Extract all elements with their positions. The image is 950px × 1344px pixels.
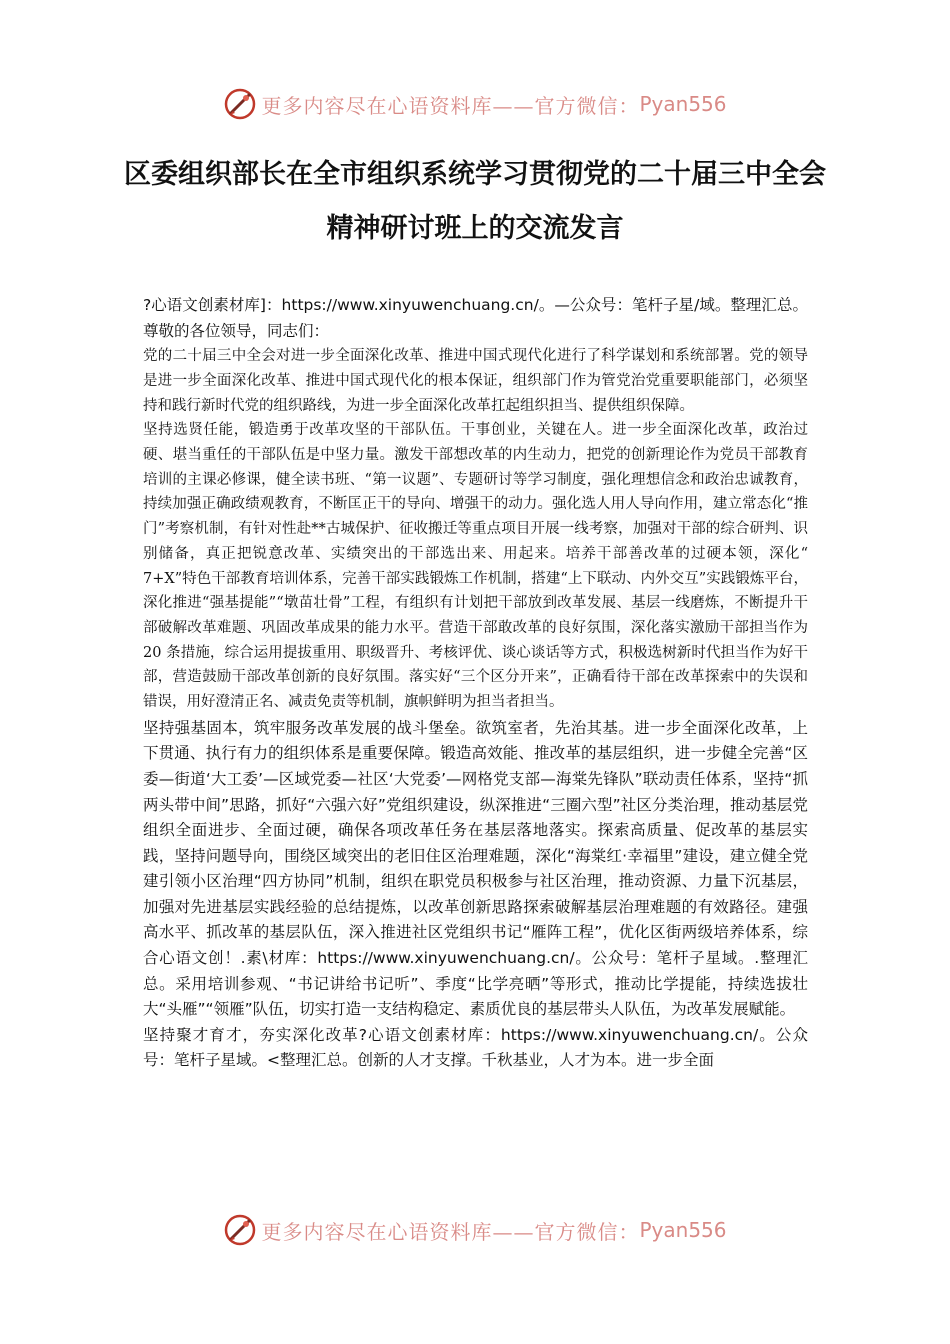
paragraph-4: 坚持聚才育才，夯实深化改革?心语文创素材库：https://www.xinyuwenchuang.cn/。公众号：笔杆子星域。<整理汇总。创新的人才支撑。千秋基业，人才为本。进一步全面 <box>143 1025 808 1070</box>
watermark-banner-top <box>0 84 950 124</box>
writing-brush-logo-icon <box>223 87 257 121</box>
paragraph-1: 党的二十届三中全会对进一步全面深化改革、推进中国式现代化进行了科学谋划和系统部署。党的领导是进一步全面深化改革、推进中国式现代化的根本保证，组织部门作为管党治党重要职能部门，必须坚持和践行新时代党的组织路线，为进一步全面深化改革扛起组织担当、提供组织保障。 <box>143 348 808 414</box>
watermark-banner-bottom <box>0 1210 950 1250</box>
document-body <box>143 293 808 1074</box>
writing-brush-logo-icon <box>223 1213 257 1247</box>
banner-text: 更多内容尽在心语资料库——官方微信： <box>261 1219 640 1244</box>
paragraph-3: 坚持强基固本，筑牢服务改革发展的战斗堡垒。欲筑室者，先治其基。进一步全面深化改革，上下贯通、执行有力的组织体系是重要保障。锻造高效能、推改革的基层组织，进一步健全完善“区委—街道‘大工委’—区域党委—社区‘大党委’—网格党支部—海棠先锋队”联动责任体系，坚持“抓两头带中间”思路，抓好“六强六好”党组织建设，纵深推进“三圈六型”社区分类治理，推动基层党组织全面进步、全面过硬，确保各项改革任务在基层落地落实。探索高质量、促改革的基层实践，坚持问题导向，围绕区域突出的老旧住区治理难题，深化“海棠红·幸福里”建设，建立健全党建引领小区治理“四方协同”机制，组织在职党员积极参与社区治理，推动资源、力量下沉基层，加强对先进基层实践经验的总结提炼，以改革创新思路探索破解基层治理难题的有效路径。建强高水平、抓改革的基层队伍，深入推进社区党组织书记“雁阵工程”，优化区街两级培养体系，综合心语文创！.素\材库：https://www.xinyuwenchuang.cn/。公众号：笔杆子星域。.整理汇总。采用培训参观、“书记讲给书记听”、季度“比学亮晒”等形式，推动比学提能，持续选拔壮大“头雁”“领雁”队伍，切实打造一支结构稳定、素质优良的基层带头人队伍，为改革发展赋能。 <box>143 718 808 1019</box>
banner-wechat-id: Pyan556 <box>639 1218 727 1242</box>
banner-wechat-id: Pyan556 <box>639 92 727 116</box>
banner-text: 更多内容尽在心语资料库——官方微信： <box>261 93 640 118</box>
document-title: 区委组织部长在全市组织系统学习贯彻党的二十届三中全会精神研讨班上的交流发言 <box>124 159 826 244</box>
intro-paragraph: ?心语文创素材库]：https://www.xinyuwenchuang.cn/。—公众号：笔杆子星/域。整理汇总。尊敬的各位领导，同志们： <box>143 296 808 340</box>
paragraph-2: 坚持选贤任能，锻造勇于改革攻坚的干部队伍。干事创业，关键在人。进一步全面深化改革，政治过硬、堪当重任的干部队伍是中坚力量。激发干部想改革的内生动力，把党的创新理论作为党员干部教育培训的主课必修课，健全读书班、“第一议题”、专题研讨等学习制度，强化理想信念和政治忠诚教育，持续加强正确政绩观教育，不断匡正干的导向、增强干的动力。强化选人用人导向作用，建立常态化“推门”考察机制，有针对性赴**古城保护、征收搬迁等重点项目开展一线考察，加强对干部的综合研判、识别储备，真正把锐意改革、实绩突出的干部选出来、用起来。培养干部善改革的过硬本领，深化“ 7+X”特色干部教育培训体系，完善干部实践锻炼工作机制，搭建“上下联动、内外交互”实践锻炼平台，深化推进“强基提能”“墩苗壮骨”工程，有组织有计划把干部放到改革发展、基层一线磨炼，不断提升干部破解改革难题、巩固改革成果的能力水平。营造干部敢改革的良好氛围，深化落实激励干部担当作为 20 条措施，综合运用提拔重用、职级晋升、考核评优、谈心谈话等方式，积极选树新时代担当作为好干部，营造鼓励干部改革创新的良好氛围。落实好“三个区分开来”，正确看待干部在改革探索中的失误和错误，用好澄清正名、减责免责等机制，旗帜鲜明为担当者担当。 <box>143 422 808 711</box>
